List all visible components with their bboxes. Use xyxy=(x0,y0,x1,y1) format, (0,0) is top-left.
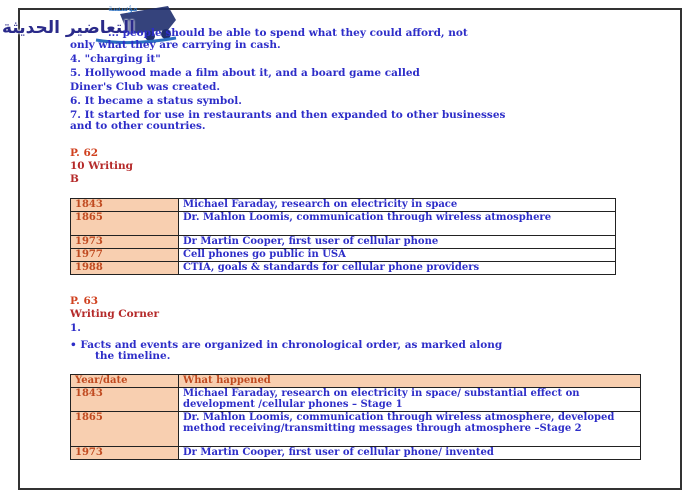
event-cell: Dr. Mahlon Loomis, communication through wireless atmosphere xyxy=(179,212,616,236)
item-number: 1. xyxy=(70,322,81,334)
text-line: 7. It started for use in restaurants and then expanded to other businesses xyxy=(70,109,506,121)
header-year: Year/date xyxy=(71,375,179,388)
table-row xyxy=(71,388,641,412)
section-part-b: B xyxy=(70,173,79,185)
section-heading-writing-corner: Writing Corner xyxy=(70,308,160,320)
table-row xyxy=(71,236,616,249)
logo-title: التعاضير الحديثة xyxy=(2,18,135,38)
text-line: and to other countries. xyxy=(70,120,206,132)
timeline-table-1 xyxy=(70,198,616,275)
header-event: What happened xyxy=(179,375,641,388)
table-row xyxy=(71,249,616,262)
year-cell: 1843 xyxy=(71,388,179,412)
year-cell: 1973 xyxy=(71,447,179,460)
year-cell: 1988 xyxy=(71,262,179,275)
year-cell: 1865 xyxy=(71,212,179,236)
page-ref-62: P. 62 xyxy=(70,147,99,159)
timeline-table-2 xyxy=(70,374,641,460)
year-cell: 1977 xyxy=(71,249,179,262)
table-row xyxy=(71,412,641,447)
table-row xyxy=(71,199,616,212)
table-row xyxy=(71,262,616,275)
text-line: ... people should be able to spend what they could afford, not xyxy=(108,27,468,39)
event-cell: CTIA, goals & standards for cellular phone providers xyxy=(179,262,616,275)
bullet-text-line: Facts and events are organized in chronological order, as marked along xyxy=(80,339,503,351)
bullet-text: • Facts and events are organized in chronological order, as marked along xyxy=(70,339,503,351)
logo-subtitle: مؤسسة xyxy=(108,4,138,14)
event-cell: Michael Faraday, research on electricity in space xyxy=(179,199,616,212)
event-cell: Dr Martin Cooper, first user of cellular phone/ invented xyxy=(179,447,641,460)
text-line: 4. "charging it" xyxy=(70,53,161,65)
event-cell: Dr Martin Cooper, first user of cellular phone xyxy=(179,236,616,249)
bullet-text-cont: the timeline. xyxy=(95,350,171,362)
section-heading-writing: 10 Writing xyxy=(70,160,133,172)
table-row xyxy=(71,447,641,460)
event-cell: Cell phones go public in USA xyxy=(179,249,616,262)
text-line: only what they are carrying in cash. xyxy=(70,39,281,51)
event-cell: Dr. Mahlon Loomis, communication through wireless atmosphere, developed method receiving/transmitting messages through atmosphere –Stage 2 xyxy=(179,412,641,447)
text-line: 6. It became a status symbol. xyxy=(70,95,242,107)
text-line: Diner's Club was created. xyxy=(70,81,221,93)
text-line: 5. Hollywood made a film about it, and a board game called xyxy=(70,67,420,79)
year-cell: 1973 xyxy=(71,236,179,249)
event-cell: Michael Faraday, research on electricity in space/ substantial effect on development /cellular phones – Stage 1 xyxy=(179,388,641,412)
year-cell: 1843 xyxy=(71,199,179,212)
year-cell: 1865 xyxy=(71,412,179,447)
table-header-row xyxy=(71,375,641,388)
page-ref-63: P. 63 xyxy=(70,295,99,307)
table-row xyxy=(71,212,616,236)
